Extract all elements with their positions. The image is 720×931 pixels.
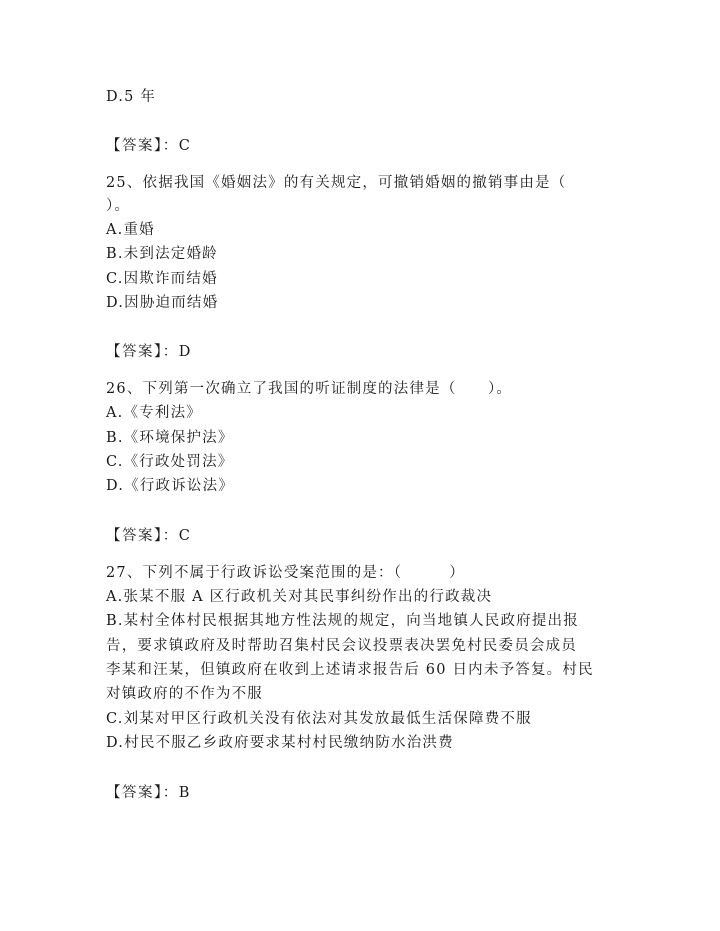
answer-24: 【答案】：C <box>106 138 192 154</box>
q27-option-b-line4: 对镇政府的不作为不服 <box>106 686 263 702</box>
q27-option-a: A.张某不服 A 区行政机关对其民事纠纷作出的行政裁决 <box>106 589 493 605</box>
q25-option-b: B.未到法定婚龄 <box>106 246 218 262</box>
q26-option-d: D.《行政诉讼法》 <box>106 478 235 494</box>
q26-option-b: B.《环境保护法》 <box>106 430 234 446</box>
q27-option-b-line3: 李某和汪某，但镇政府在收到上述请求报告后 60 日内未予答复。村民 <box>106 662 594 678</box>
answer-25: 【答案】：D <box>106 344 192 360</box>
q26-option-c: C.《行政处罚法》 <box>106 454 234 470</box>
q27-option-b-line1: B.某村全体村民根据其地方性法规的规定，向当地镇人民政府提出报 <box>106 613 579 629</box>
q25-stem-line1: 25、依据我国《婚姻法》的有关规定，可撤销婚姻的撤销事由是（ <box>106 175 567 191</box>
q27-stem: 27、下列不属于行政诉讼受案范围的是：（ ） <box>106 565 465 581</box>
answer-27: 【答案】：B <box>106 785 191 801</box>
q26-stem: 26、下列第一次确立了我国的听证制度的法律是（ ）。 <box>106 381 513 397</box>
q27-option-b-line2: 告，要求镇政府及时帮助召集村民会议投票表决罢免村民委员会成员 <box>106 638 577 654</box>
q25-option-a: A.重婚 <box>106 222 155 238</box>
q25-stem-line2: ）。 <box>106 198 131 214</box>
q27-option-d: D.村民不服乙乡政府要求某村村民缴纳防水治洪费 <box>106 735 454 751</box>
answer-26: 【答案】：C <box>106 528 192 544</box>
q27-option-c: C.刘某对甲区行政机关没有依法对其发放最低生活保障费不服 <box>106 711 532 727</box>
q26-option-a: A.《专利法》 <box>106 405 202 421</box>
q25-option-d: D.因胁迫而结婚 <box>106 295 219 311</box>
q25-option-c: C.因欺诈而结婚 <box>106 271 218 287</box>
prev-question-option-d: D.5 年 <box>106 89 157 105</box>
